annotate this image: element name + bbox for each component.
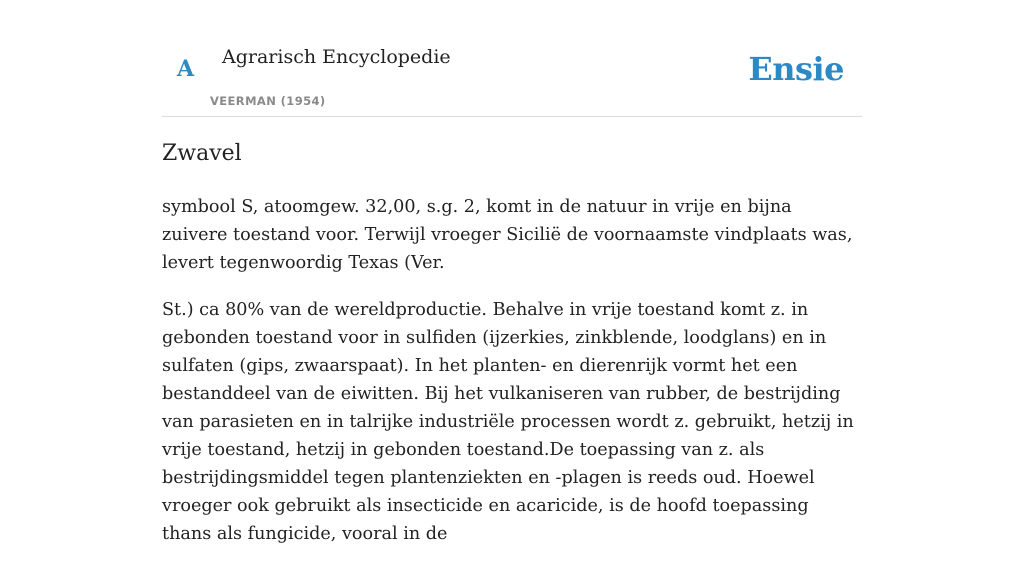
index-letter-link[interactable]: A — [177, 56, 195, 82]
site-logo[interactable]: Ensie — [748, 50, 844, 88]
article-headword: Zwavel — [162, 141, 242, 166]
article-paragraph: St.) ca 80% van de wereldproductie. Behalve in vrije toestand komt z. in gebonden toestand voor in sulfiden (ijzerkies, zinkblende, loodglans) en in sulfaten (gips, zwaarspaat). In het planten- en dierenrijk vormt het een bestanddeel van de eiwitten. Bij het vulkaniseren van rubber, de bestrijding van parasieten en in talrijke industriële processen wordt z. gebruikt, hetzij in vrije toestand, hetzij in gebonden toestand.De toepassing van z. als bestrijdingsmiddel tegen plantenziekten en -plagen is reeds oud. Hoewel vroeger ook gebruikt als insecticide en acaricide, is de hoofd toepassing thans als fungicide, vooral in de — [162, 300, 854, 544]
source-meta: VEERMAN (1954) — [210, 94, 326, 108]
article-paragraph: symbool S, atoomgew. 32,00, s.g. 2, komt in de natuur in vrije en bijna zuivere toestand voor. Terwijl vroeger Sicilië de voornaamste vindplaats was, levert tegenwoordig Texas (Ver. — [162, 197, 853, 273]
source-title[interactable]: Agrarisch Encyclopedie — [222, 46, 451, 68]
article-body — [162, 193, 862, 567]
page-header — [162, 0, 862, 117]
